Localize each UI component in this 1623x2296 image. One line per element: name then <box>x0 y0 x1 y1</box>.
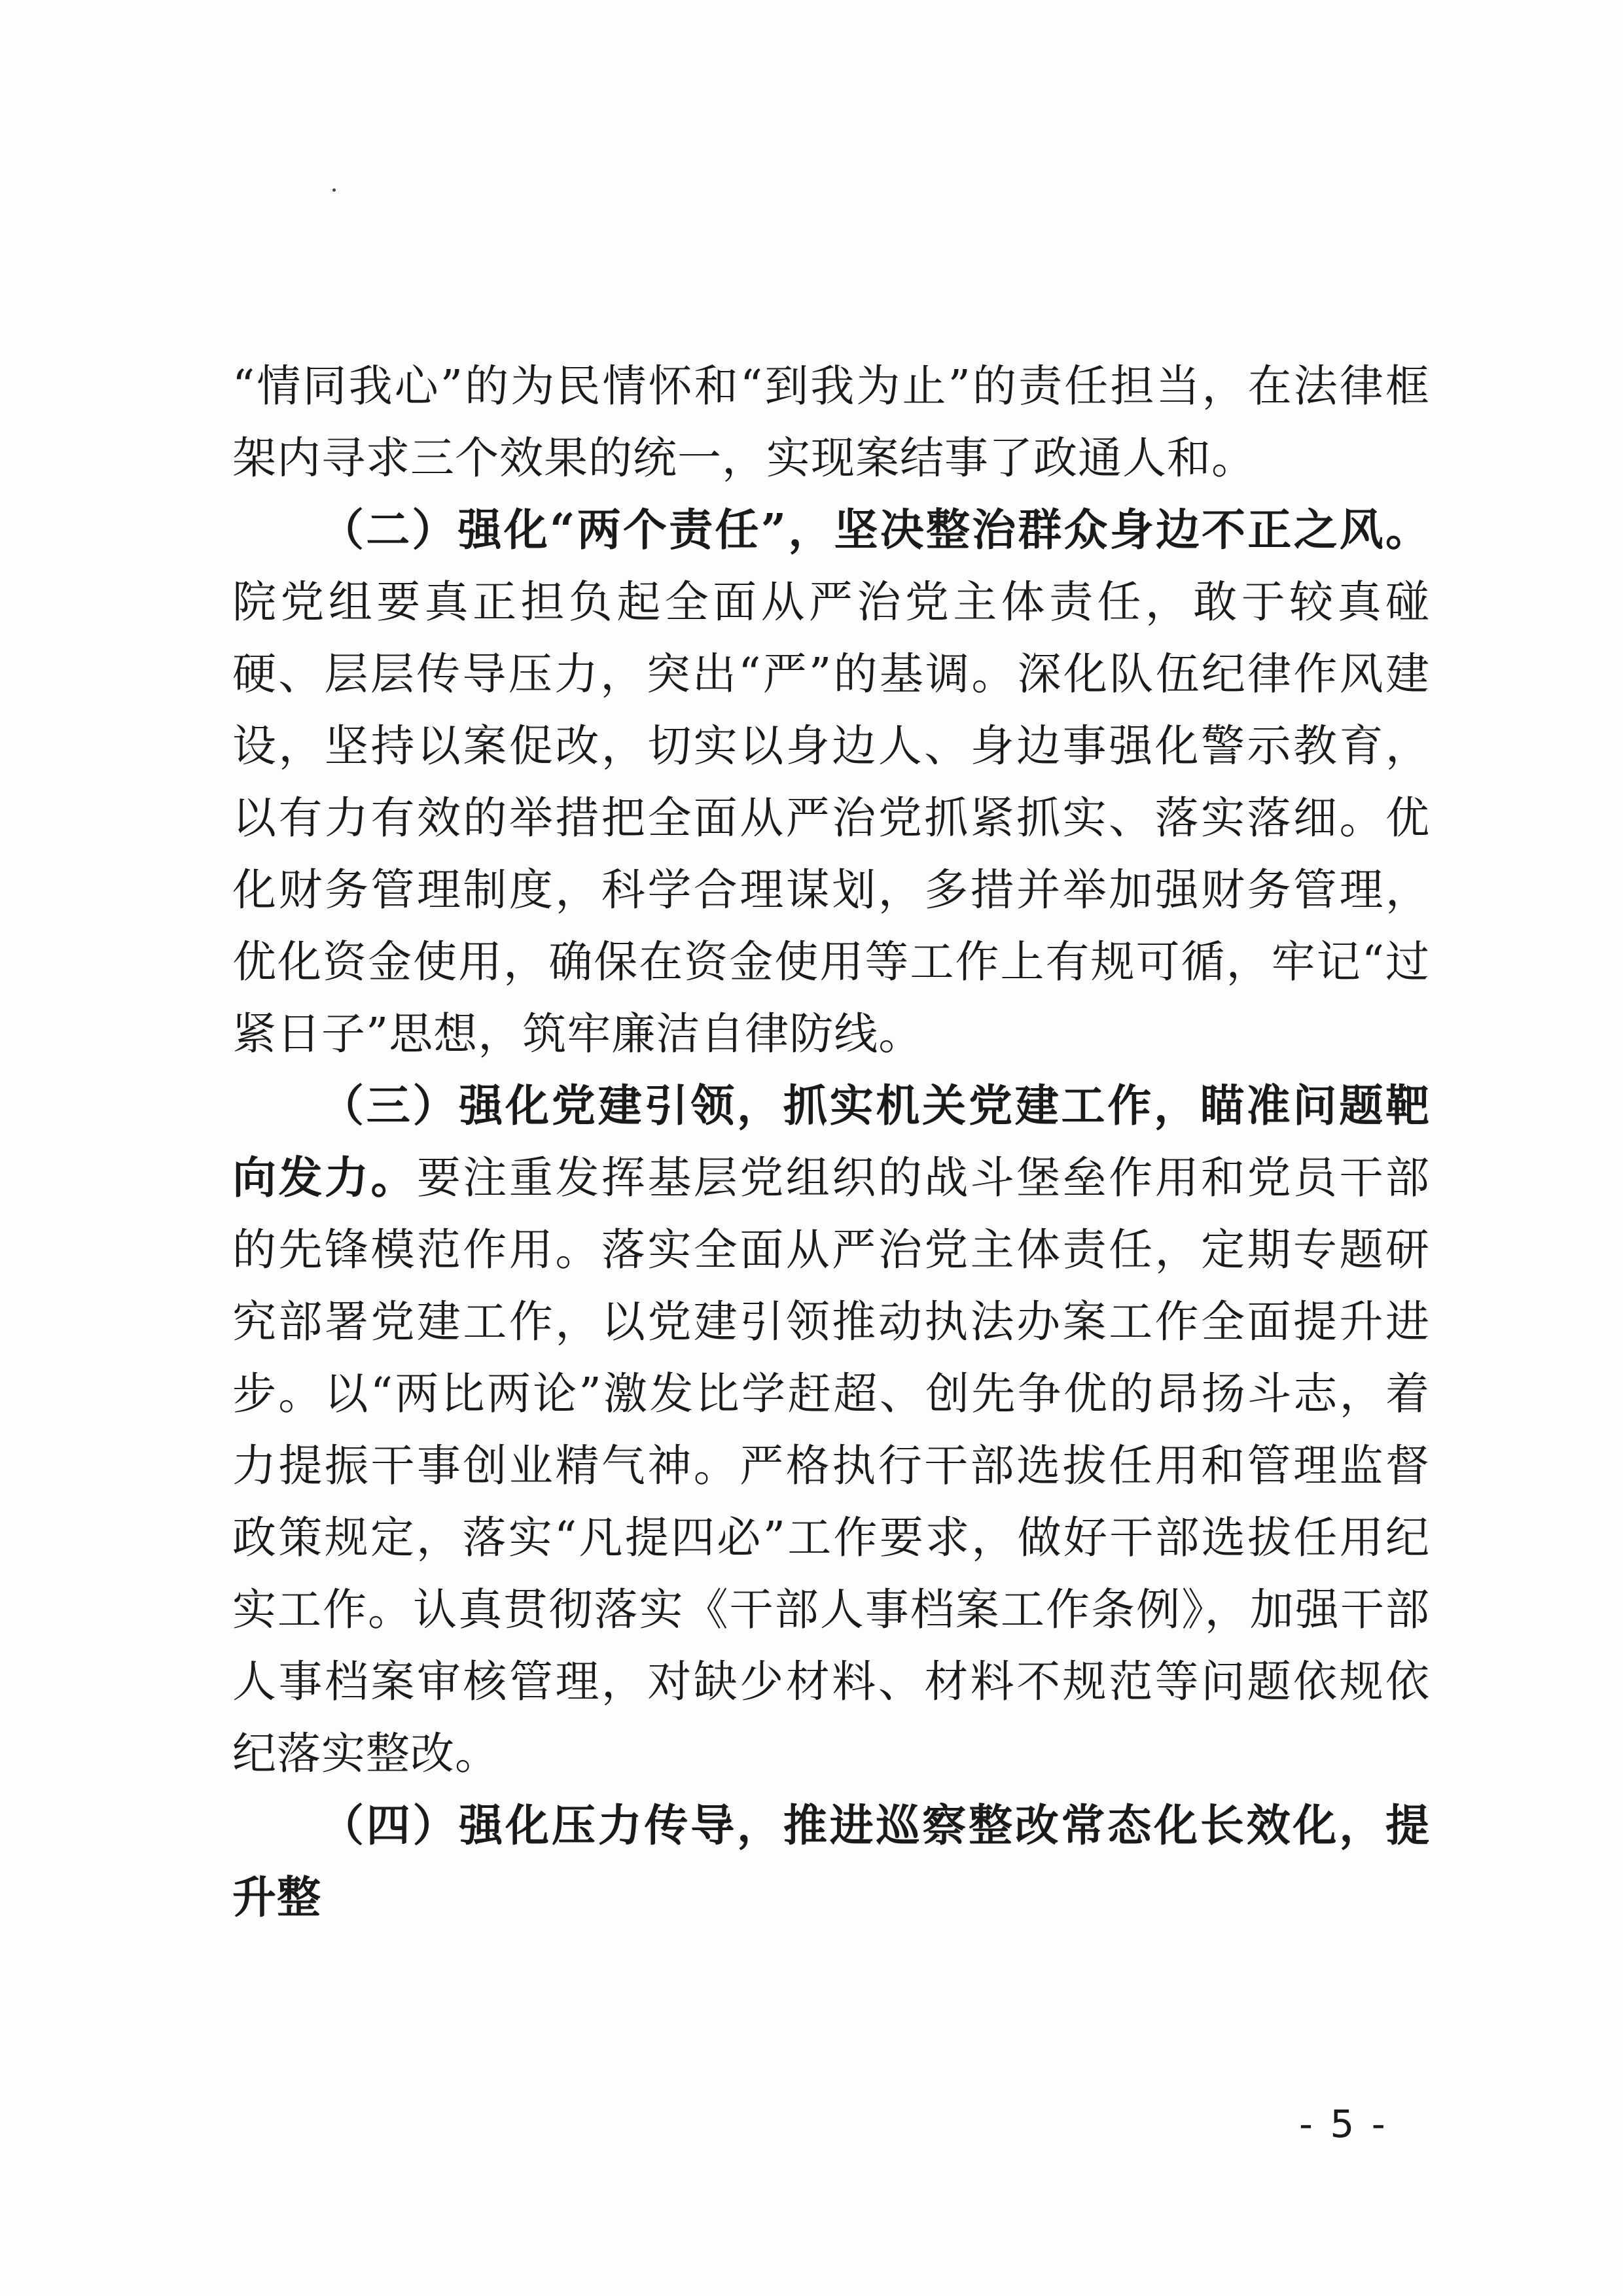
paragraph-text: 院党组要真正担负起全面从严治党主体责任，敢于较真碰硬、层层传导压力，突出“严”的基调。深化队伍纪律作风建设，坚持以案促改，切实以身边人、身边事强化警示教育，以有力有效的举措把全面从严治党抓紧抓实、落实落细。优化财务管理制度，科学合理谋划，多措并举加强财务管理，优化资金使用，确保在资金使用等工作上有规可循，牢记“过紧日子”思想，筑牢廉洁自律防线。 <box>232 576 1431 1059</box>
paragraph-text: 要注重发挥基层党组织的战斗堡垒作用和党员干部的先锋模范作用。落实全面从严治党主体责任，定期专题研究部署党建工作，以党建引领推动执法办案工作全面提升进步。以“两比两论”激发比学赶超、创先争优的昂扬斗志，着力提振干事创业精气神。严格执行干部选拔任用和管理监督政策规定，落实“凡提四必”工作要求，做好干部选拔任用纪实工作。认真贯彻落实《干部人事档案工作条例》，加强干部人事档案审核管理，对缺少材料、材料不规范等问题依规依纪落实整改。 <box>232 1152 1430 1779</box>
document-body <box>232 350 1430 1934</box>
paragraph-heading: （三）强化党建引领，抓实机关党建工作，瞄准问题靶向发力。 <box>232 1080 1430 1203</box>
paragraph-continuation <box>232 350 1430 494</box>
scan-speck <box>332 188 336 192</box>
page-number: - 5 - <box>1299 2102 1388 2146</box>
paragraph-text: “情同我心”的为民情怀和“到我为止”的责任担当，在法律框架内寻求三个效果的统一，实现案结事了政通人和。 <box>232 361 1430 484</box>
paragraph-section-3 <box>232 1070 1430 1790</box>
paragraph-section-2 <box>232 494 1430 1070</box>
paragraph-heading: （二）强化“两个责任”，坚决整治群众身边不正之风。 <box>320 504 1430 556</box>
paragraph-heading: （四）强化压力传导，推进巡察整改常态化长效化，提升整 <box>232 1799 1430 1923</box>
paragraph-section-4 <box>232 1790 1430 1934</box>
